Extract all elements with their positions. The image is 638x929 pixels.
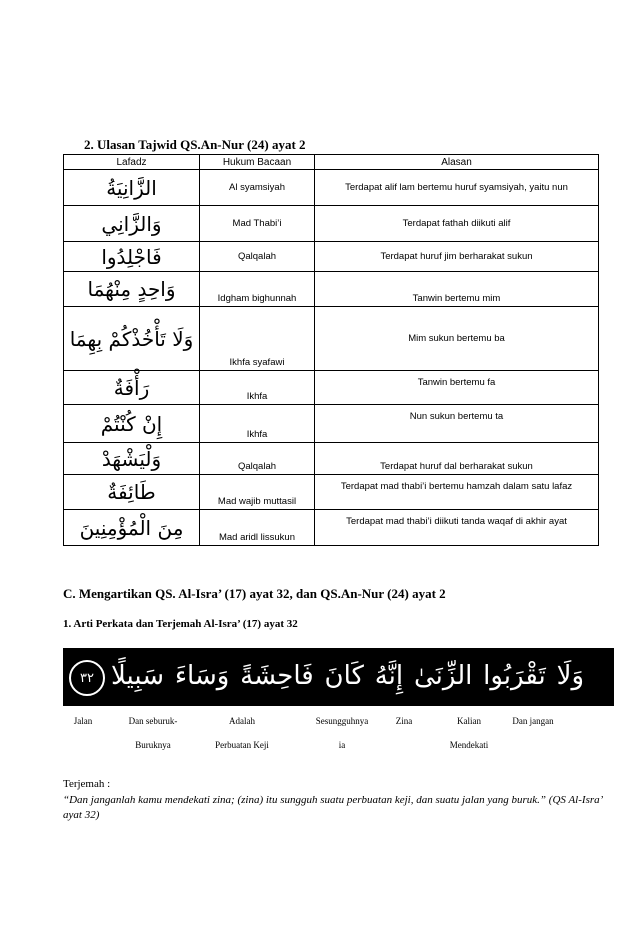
alasan-cell: Terdapat fathah diikuti alif	[315, 206, 599, 242]
word-meaning	[118, 716, 188, 750]
word-meaning-line2: Mendekati	[449, 740, 489, 750]
header-lafadz: Lafadz	[64, 155, 200, 170]
hukum-cell: Idgham bighunnah	[200, 272, 315, 307]
alasan-cell: Mim sukun bertemu ba	[315, 307, 599, 371]
lafadz-cell: مِنَ الْمُؤْمِنِينَ	[64, 510, 200, 546]
table-row	[64, 170, 599, 206]
ayat-word: تَقْرَبُوا	[483, 661, 546, 691]
table-row	[64, 405, 599, 443]
header-alasan: Alasan	[315, 155, 599, 170]
table-row	[64, 371, 599, 405]
lafadz-cell: وَالزَّانِي	[64, 206, 200, 242]
table-row	[64, 272, 599, 307]
table-row	[64, 242, 599, 272]
alasan-cell: Terdapat mad thabi’i diikuti tanda waqaf di akhir ayat	[315, 510, 599, 546]
alasan-cell: Terdapat huruf jim berharakat sukun	[315, 242, 599, 272]
lafadz-cell: وَلْيَشْهَدْ	[64, 443, 200, 475]
lafadz-cell: وَاحِدٍ مِنْهُمَا	[64, 272, 200, 307]
lafadz-cell: الزَّانِيَةُ	[64, 170, 200, 206]
lafadz-cell: رَأْفَةٌ	[64, 371, 200, 405]
lafadz-cell: فَاجْلِدُوا	[64, 242, 200, 272]
word-meaning	[432, 716, 506, 750]
table-row	[64, 510, 599, 546]
alasan-cell: Tanwin bertemu mim	[315, 272, 599, 307]
word-meaning-line1: Dan jangan	[512, 716, 554, 726]
word-meaning-line1: Jalan	[73, 716, 93, 726]
tajwid-table	[63, 154, 599, 546]
section-c-title: C. Mengartikan QS. Al-Isra’ (17) ayat 32, dan QS.An-Nur (24) ayat 2	[63, 586, 446, 601]
word-meaning-line1: Kalian	[457, 716, 481, 726]
hukum-cell: Ikhfa syafawi	[200, 307, 315, 371]
word-meaning-line2: Buruknya	[135, 740, 171, 750]
ayat-word: كَانَ	[324, 661, 364, 691]
word-meaning	[198, 716, 286, 750]
section-2-title: 2. Ulasan Tajwid QS.An-Nur (24) ayat 2	[84, 137, 306, 152]
hukum-cell: Mad aridl lissukun	[200, 510, 315, 546]
hukum-cell: Mad wajib muttasil	[200, 475, 315, 510]
hukum-cell: Ikhfa	[200, 371, 315, 405]
alasan-cell: Terdapat huruf dal berharakat sukun	[315, 443, 599, 475]
word-meaning-line1: Dan seburuk-	[128, 716, 178, 726]
lafadz-cell: إِنْ كُنْتُمْ	[64, 405, 200, 443]
ayat-text-line	[111, 654, 584, 698]
ayat-word: إِنَّهُ	[374, 661, 404, 691]
ayat-number-medallion: ٣٢	[69, 660, 105, 696]
lafadz-cell: طَائِفَةٌ	[64, 475, 200, 510]
word-meaning-line2: Perbuatan Keji	[215, 740, 269, 750]
word-meaning-line2: ia	[338, 740, 346, 750]
ayat-word: وَلَا	[556, 661, 584, 691]
table-row	[64, 475, 599, 510]
word-meaning-line1: Adalah	[229, 716, 255, 726]
word-meaning-line1: Zina	[395, 716, 413, 726]
word-meaning	[504, 716, 562, 726]
header-hukum: Hukum Bacaan	[200, 155, 315, 170]
word-meaning	[306, 716, 378, 750]
ayat-word: وَسَاءَ	[174, 661, 230, 691]
ayat-word: سَبِيلًا	[111, 661, 164, 691]
terjemah-label: Terjemah :	[63, 778, 111, 790]
table-row	[64, 307, 599, 371]
table-header-row	[64, 155, 599, 170]
hukum-cell: Mad Thabi’i	[200, 206, 315, 242]
word-meaning	[58, 716, 108, 726]
word-meaning	[386, 716, 422, 726]
ayat-calligraphy-strip	[63, 648, 614, 706]
alasan-cell: Nun sukun bertemu ta	[315, 405, 599, 443]
hukum-cell: Qalqalah	[200, 242, 315, 272]
ayat-word: فَاحِشَةً	[240, 661, 314, 691]
alasan-cell: Terdapat alif lam bertemu huruf syamsiyah, yaitu nun	[315, 170, 599, 206]
ayat-word: الزِّنَىٰ	[413, 661, 473, 691]
hukum-cell: Ikhfa	[200, 405, 315, 443]
word-meaning-line1: Sesungguhnya	[315, 716, 369, 726]
hukum-cell: Qalqalah	[200, 443, 315, 475]
section-c-subtitle: 1. Arti Perkata dan Terjemah Al-Isra’ (17) ayat 32	[63, 618, 298, 630]
table-row	[64, 206, 599, 242]
alasan-cell: Tanwin bertemu fa	[315, 371, 599, 405]
lafadz-cell: وَلَا تَأْخُذْكُمْ بِهِمَا	[64, 307, 200, 371]
hukum-cell: Al syamsiyah	[200, 170, 315, 206]
table-row	[64, 443, 599, 475]
alasan-cell: Terdapat mad thabi’i bertemu hamzah dalam satu lafaz	[315, 475, 599, 510]
terjemah-text: “Dan janganlah kamu mendekati zina; (zina) itu sungguh suatu perbuatan keji, dan suatu jalan yang buruk.” (QS Al-Isra’ ayat 32)	[63, 794, 603, 821]
